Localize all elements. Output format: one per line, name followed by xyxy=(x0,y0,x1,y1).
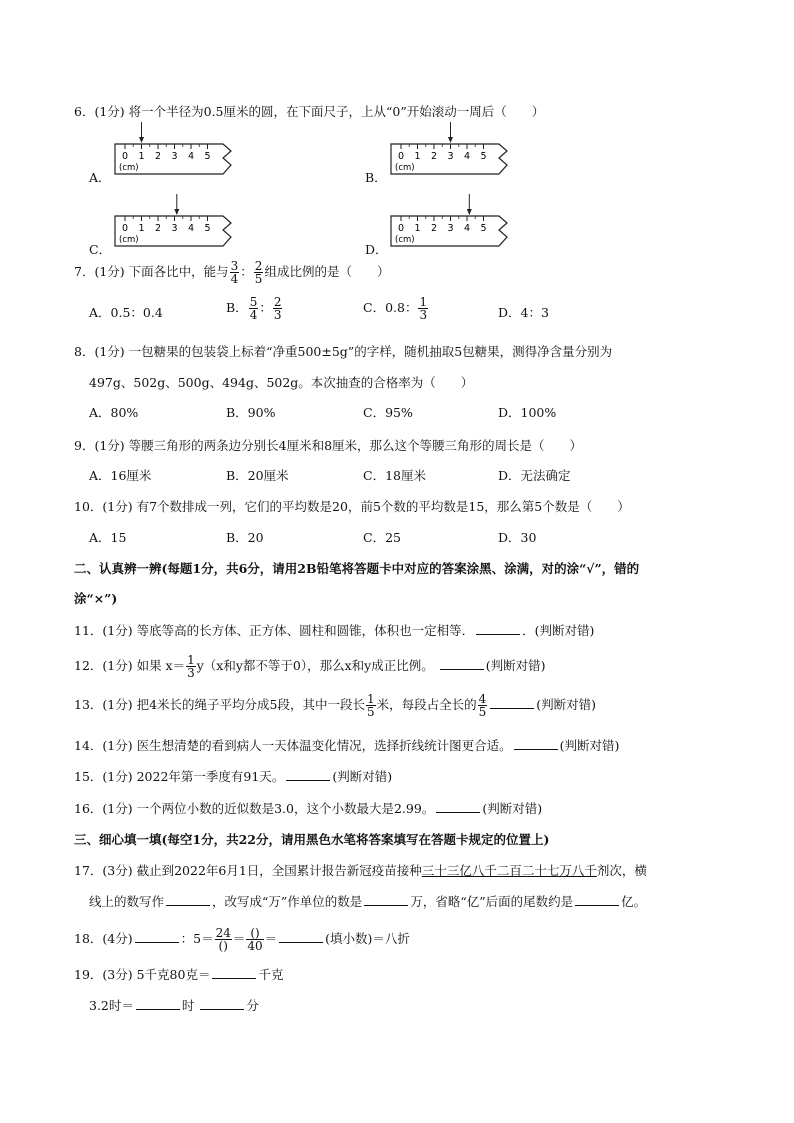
q17-line1 xyxy=(74,862,647,880)
q7-colon: ： xyxy=(240,264,253,279)
ruler-unit: (cm) xyxy=(395,163,415,173)
q6-option-c-label[interactable]: C． xyxy=(89,242,112,257)
q7-stem xyxy=(74,260,389,285)
q10-option-d[interactable]: D．30 xyxy=(498,530,537,545)
ruler-tick-label: 1 xyxy=(138,223,145,234)
ruler-marker-arrowhead xyxy=(448,137,453,143)
q6-option-a-label[interactable]: A． xyxy=(89,170,111,185)
q18-f1n: 24 xyxy=(215,926,231,940)
q17-line2 xyxy=(89,893,646,911)
q6-ruler-b xyxy=(389,118,519,176)
q10-option-b[interactable]: B．20 xyxy=(226,530,264,545)
q7-c-label: C．0.8： xyxy=(363,300,418,315)
q7-stem-b: 组成比例的是（ ） xyxy=(264,264,390,279)
q15-text: 15．(1分) 2022年第一季度有91天。 xyxy=(74,769,285,784)
ruler-marker-arrowhead xyxy=(467,209,472,215)
section-2-heading-line2: 涂“×”) xyxy=(74,591,118,606)
q18-fraction-1 xyxy=(215,927,232,952)
q12 xyxy=(74,654,546,679)
q6-option-b-label[interactable]: B． xyxy=(365,170,387,185)
ruler-tick-label: 1 xyxy=(414,223,421,234)
q16-text: 16．(1分) 一个两位小数的近似数是3.0，这个小数最大是2.99。 xyxy=(74,801,435,816)
q17-blank-3[interactable] xyxy=(575,893,619,906)
ruler-unit: (cm) xyxy=(119,235,139,245)
q18 xyxy=(74,927,410,952)
q12-tail: (判断对错) xyxy=(485,658,546,673)
ruler-tick-label: 2 xyxy=(154,151,162,162)
q7-option-d[interactable]: D．4：3 xyxy=(498,305,549,320)
q13 xyxy=(74,693,596,718)
q13-f2n: 4 xyxy=(478,692,487,706)
q6-option-d-label[interactable]: D． xyxy=(365,242,388,257)
q9-option-d[interactable]: D．无法确定 xyxy=(498,468,571,483)
q17-line2-a: 线上的数写作 xyxy=(89,894,165,909)
ruler-tick-label: 2 xyxy=(430,223,438,234)
q18-text-b: ：5＝ xyxy=(180,931,214,946)
q18-eq-2: ＝ xyxy=(264,931,278,946)
q18-f2n: () xyxy=(246,927,263,940)
q18-f1d: () xyxy=(218,939,228,953)
q14-tail: (判断对错) xyxy=(559,738,620,753)
q13-f1n: 1 xyxy=(367,692,375,706)
q9-stem: 9．(1分) 等腰三角形的两条边分别长4厘米和8厘米，那么这个等腰三角形的周长是（ ） xyxy=(74,438,583,453)
q13-f1d: 5 xyxy=(367,705,375,719)
q11 xyxy=(74,622,594,640)
q14-answer-blank[interactable] xyxy=(514,737,558,750)
q13-tail: (判断对错) xyxy=(536,697,597,712)
q7-b-frac1 xyxy=(249,296,259,321)
q8-option-d[interactable]: D．100% xyxy=(498,405,557,420)
q18-blank-1[interactable] xyxy=(135,930,179,943)
q7-c-frac xyxy=(418,296,428,321)
q19-blank-3[interactable] xyxy=(200,997,244,1010)
q9-option-a[interactable]: A．16厘米 xyxy=(89,468,152,483)
q12-fn: 1 xyxy=(187,653,195,667)
q6-ruler-d xyxy=(389,190,519,248)
q19-blank-1[interactable] xyxy=(212,966,256,979)
q17-underlined-number: 三十三亿八千二百二十七万八千 xyxy=(421,863,597,878)
q10-option-c[interactable]: C．25 xyxy=(363,530,401,545)
q7-option-c[interactable] xyxy=(363,296,429,321)
section-3-heading: 三、细心填一填(每空1分，共22分，请用黑色水笔将答案填写在答题卡规定的位置上) xyxy=(74,832,550,847)
q7-b-f1d: 4 xyxy=(249,308,258,322)
q16 xyxy=(74,800,542,818)
ruler-tick-label: 1 xyxy=(138,151,145,162)
q9-option-c[interactable]: C．18厘米 xyxy=(363,468,426,483)
ruler-tick-label: 3 xyxy=(171,151,178,162)
section-2-heading-line1: 二、认真辨一辨(每题1分，共6分，请用2B铅笔将答题卡中对应的答案涂黑、涂满，对的涂“√”，错的 xyxy=(74,561,640,576)
q18-eq: ＝ xyxy=(232,931,246,946)
q15-tail: (判断对错) xyxy=(332,769,393,784)
q6-stem: 6．(1分) 将一个半径为0.5厘米的圆，在下面尺子，上从“0”开始滚动一周后（ ） xyxy=(74,104,545,119)
ruler-tick-label: 2 xyxy=(430,151,438,162)
ruler-tick-label: 3 xyxy=(171,223,178,234)
q7-f1-num: 3 xyxy=(230,259,239,273)
q16-tail: (判断对错) xyxy=(482,801,543,816)
q12-text-b: y（x和y都不等于0），那么x和y成正比例。 xyxy=(196,658,434,673)
q11-text: 11．(1分) 等底等高的长方体、正方体、圆柱和圆锥，体积也一定相等． xyxy=(74,623,475,638)
q19-blank-2[interactable] xyxy=(136,997,180,1010)
ruler-tick-label: 3 xyxy=(447,223,454,234)
q7-b-frac2 xyxy=(273,296,283,321)
q8-line1: 8．(1分) 一包糖果的包装袋上标着“净重500±5g”的字样，随机抽取5包糖果，测得净含量分别为 xyxy=(74,344,613,359)
q16-answer-blank[interactable] xyxy=(436,800,480,813)
q13-text-a: 13．(1分) 把4米长的绳子平均分成5段，其中一段长 xyxy=(74,697,365,712)
q15 xyxy=(74,768,392,786)
ruler-tick-label: 5 xyxy=(204,151,211,162)
q13-fraction-2 xyxy=(478,693,488,718)
ruler-unit: (cm) xyxy=(119,163,139,173)
q18-text-d: (填小数)＝八折 xyxy=(325,931,410,946)
q7-fraction-2 xyxy=(254,260,264,285)
q18-blank-2[interactable] xyxy=(279,930,323,943)
q7-b-f2n: 2 xyxy=(273,295,282,309)
ruler-tick-label: 4 xyxy=(187,151,195,162)
q17-line2-c: 万，省略“亿”后面的尾数约是 xyxy=(410,894,574,909)
q6-ruler-a xyxy=(113,118,243,176)
q11-answer-blank[interactable] xyxy=(476,622,520,635)
ruler-tick-label: 0 xyxy=(397,223,405,234)
ruler-tick-label: 1 xyxy=(414,151,421,162)
q19-line2-a: 3.2时＝ xyxy=(89,998,134,1013)
q17-blank-1[interactable] xyxy=(166,893,210,906)
q7-option-b[interactable] xyxy=(226,296,283,321)
q17-line2-b: ，改写成“万”作单位的数是 xyxy=(212,894,363,909)
q7-b-f1n: 5 xyxy=(249,295,258,309)
ruler-tick-label: 2 xyxy=(154,223,162,234)
q9-option-b[interactable]: B．20厘米 xyxy=(226,468,289,483)
ruler-tick-label: 0 xyxy=(397,151,405,162)
q14-text: 14．(1分) 医生想清楚的看到病人一天体温变化情况，选择折线统计图更合适。 xyxy=(74,738,512,753)
q12-fraction xyxy=(186,654,196,679)
ruler-tick-label: 4 xyxy=(187,223,195,234)
q7-b-label: B． xyxy=(226,300,248,315)
ruler-tick-label: 4 xyxy=(463,223,471,234)
q7-option-a[interactable]: A．0.5：0.4 xyxy=(89,305,163,320)
q7-f1-den: 4 xyxy=(230,272,239,286)
q19-line2-b: 时 xyxy=(181,998,195,1013)
q7-fraction-1 xyxy=(230,260,240,285)
q17-text-a: 17．(3分) 截止到2022年6月1日，全国累计报告新冠疫苗接种 xyxy=(74,863,422,878)
ruler-tick-label: 5 xyxy=(480,151,487,162)
q12-text-a: 12．(1分) 如果 x＝ xyxy=(74,658,186,673)
q13-answer-blank[interactable] xyxy=(490,696,534,709)
q6-ruler-c xyxy=(113,190,243,248)
q18-f2d: 40 xyxy=(247,939,263,953)
q7-f2-num: 2 xyxy=(254,259,263,273)
q14 xyxy=(74,737,619,755)
q7-c-fn: 1 xyxy=(419,295,428,309)
ruler-tick-label: 5 xyxy=(204,223,211,234)
q13-f2d: 5 xyxy=(478,705,487,719)
q10-option-a[interactable]: A．15 xyxy=(89,530,127,545)
ruler-unit: (cm) xyxy=(395,235,415,245)
ruler-tick-label: 4 xyxy=(463,151,471,162)
q7-c-fd: 3 xyxy=(419,308,428,322)
q18-label: 18．(4分) xyxy=(74,931,133,946)
q7-f2-den: 5 xyxy=(254,272,263,286)
q12-fd: 3 xyxy=(187,666,195,680)
q19-line2-c: 分 xyxy=(246,998,259,1013)
q7-b-colon: ： xyxy=(259,300,272,315)
q19-text-a: 19．(3分) 5千克80克＝ xyxy=(74,967,211,982)
q17-blank-2[interactable] xyxy=(364,893,408,906)
ruler-marker-arrowhead xyxy=(139,137,144,143)
q13-text-b: 米，每段占全长的 xyxy=(376,697,477,712)
q17-text-b: 剂次，横 xyxy=(596,863,647,878)
q10-stem: 10．(1分) 有7个数排成一列，它们的平均数是20，前5个数的平均数是15，那么第5个数是（ ） xyxy=(74,499,630,514)
q7-b-f2d: 3 xyxy=(273,308,282,322)
ruler-tick-label: 3 xyxy=(447,151,454,162)
q8-option-c[interactable]: C．95% xyxy=(363,405,413,420)
q19-line1 xyxy=(74,966,283,984)
ruler-tick-label: 0 xyxy=(121,151,129,162)
q17-line2-d: 亿。 xyxy=(621,894,647,909)
q12-answer-blank[interactable] xyxy=(440,657,484,670)
ruler-tick-label: 5 xyxy=(480,223,487,234)
q8-line2: 497g、502g、500g、494g、502g。本次抽查的合格率为（ ） xyxy=(89,375,474,390)
q13-fraction-1 xyxy=(366,693,376,718)
q18-fraction-2 xyxy=(246,927,263,952)
ruler-marker-arrowhead xyxy=(174,209,179,215)
ruler-tick-label: 0 xyxy=(121,223,129,234)
q19-line2 xyxy=(89,997,259,1015)
q7-stem-a: 7．(1分) 下面各比中，能与 xyxy=(74,264,229,279)
q11-tail: ．(判断对错) xyxy=(522,623,595,638)
q8-option-b[interactable]: B．90% xyxy=(226,405,276,420)
q19-text-b: 千克 xyxy=(258,967,284,982)
q15-answer-blank[interactable] xyxy=(286,768,330,781)
q8-option-a[interactable]: A．80% xyxy=(89,405,139,420)
